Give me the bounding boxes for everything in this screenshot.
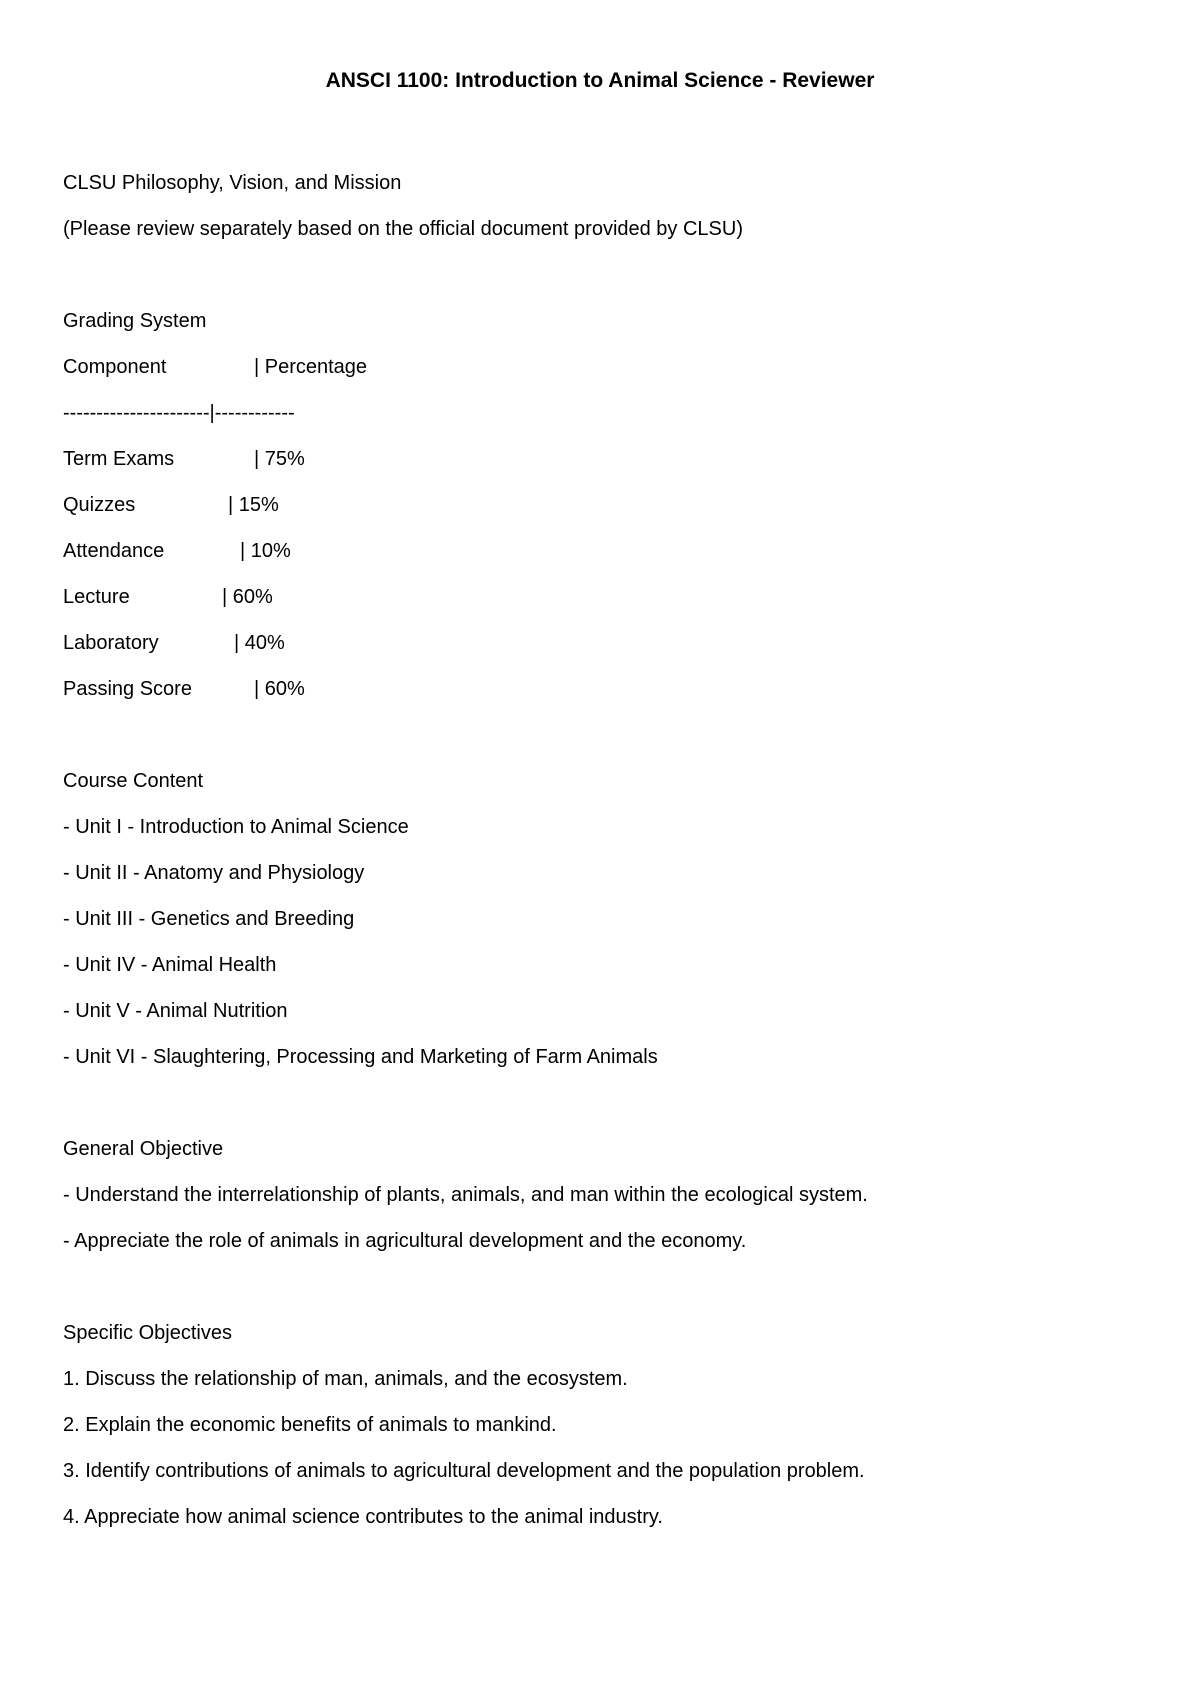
document-title: ANSCI 1100: Introduction to Animal Science - Reviewer bbox=[325, 69, 875, 92]
grading-row-component: Laboratory bbox=[63, 632, 159, 654]
pvm-note: (Please review separately based on the official document provided by CLSU) bbox=[63, 218, 743, 240]
grading-header-percentage: | Percentage bbox=[254, 356, 368, 378]
course-content-item: - Unit III - Genetics and Breeding bbox=[63, 908, 355, 930]
course-content-item: - Unit V - Animal Nutrition bbox=[63, 1000, 288, 1022]
grading-row-percentage: | 40% bbox=[234, 632, 285, 654]
specific-objective-item: 2. Explain the economic benefits of animals to mankind. bbox=[63, 1414, 557, 1436]
grading-header-component: Component bbox=[63, 356, 167, 378]
general-objective-item: - Appreciate the role of animals in agricultural development and the economy. bbox=[63, 1230, 747, 1252]
grading-row-percentage: | 60% bbox=[222, 586, 273, 608]
grading-row-percentage: | 10% bbox=[240, 540, 291, 562]
grading-row-percentage: | 60% bbox=[254, 678, 305, 700]
general-objective-heading: General Objective bbox=[63, 1138, 224, 1160]
grading-divider: ----------------------|------------ bbox=[63, 402, 295, 424]
specific-objective-item: 4. Appreciate how animal science contributes to the animal industry. bbox=[63, 1506, 663, 1528]
grading-row-percentage: | 15% bbox=[228, 494, 279, 516]
grading-row-component: Attendance bbox=[63, 540, 165, 562]
course-content-item: - Unit I - Introduction to Animal Science bbox=[63, 816, 409, 838]
course-content-item: - Unit IV - Animal Health bbox=[63, 954, 277, 976]
course-content-item: - Unit II - Anatomy and Physiology bbox=[63, 862, 365, 884]
grading-heading: Grading System bbox=[63, 310, 207, 332]
grading-row-component: Quizzes bbox=[63, 494, 136, 516]
pvm-heading: CLSU Philosophy, Vision, and Mission bbox=[63, 172, 402, 194]
grading-row-percentage: | 75% bbox=[254, 448, 305, 470]
specific-objective-item: 1. Discuss the relationship of man, animals, and the ecosystem. bbox=[63, 1368, 628, 1390]
grading-row-component: Term Exams bbox=[63, 448, 175, 470]
course-content-heading: Course Content bbox=[63, 770, 204, 792]
grading-row-component: Lecture bbox=[63, 586, 130, 608]
course-content-item: - Unit VI - Slaughtering, Processing and Marketing of Farm Animals bbox=[63, 1046, 658, 1068]
general-objective-item: - Understand the interrelationship of plants, animals, and man within the ecological system. bbox=[63, 1184, 868, 1206]
specific-objectives-heading: Specific Objectives bbox=[63, 1322, 232, 1344]
grading-row-component: Passing Score bbox=[63, 678, 192, 700]
specific-objective-item: 3. Identify contributions of animals to agricultural development and the population problem. bbox=[63, 1460, 865, 1482]
